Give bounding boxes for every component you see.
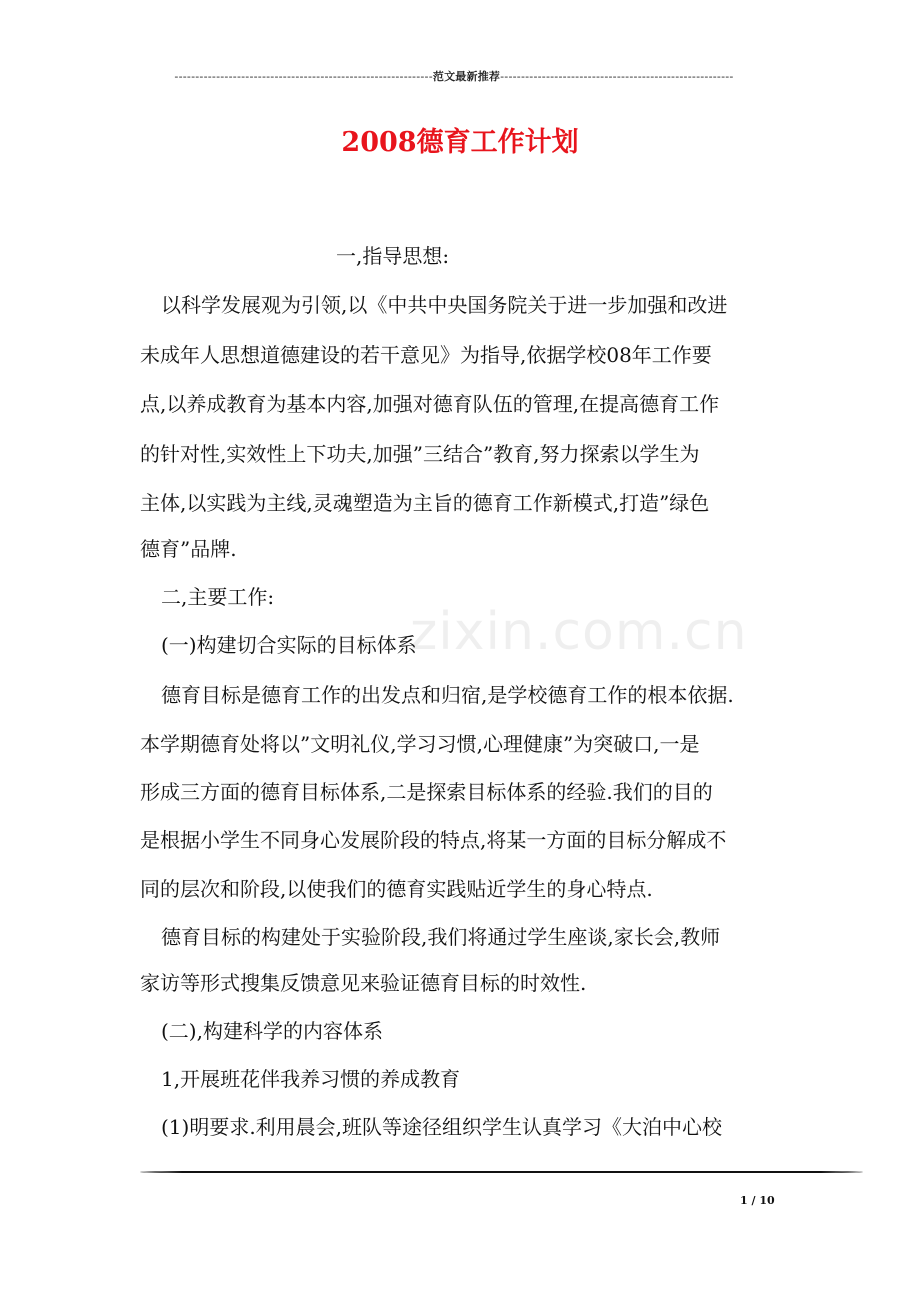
watermark: zixin.com.cn xyxy=(410,602,748,662)
paragraph-line: 未成年人思想道德建设的若干意见》为指导,依据学校08年工作要 xyxy=(140,343,712,367)
paragraph-line: 本学期德育处将以”文明礼仪,学习习惯,心理健康”为突破口,一是 xyxy=(140,732,700,756)
page-number: 1 / 10 xyxy=(740,1194,775,1207)
paragraph-line: 家访等形式搜集反馈意见来验证德育目标的时效性. xyxy=(140,971,587,995)
document-title: 2008德育工作计划 xyxy=(341,127,579,158)
paragraph-line: 德育”品牌. xyxy=(140,537,237,561)
header-dashes-left: -------------------------------------------------------------- xyxy=(174,70,433,83)
paragraph-line: 以科学发展观为引领,以《中共中央国务院关于进一步加强和改进 xyxy=(161,293,728,317)
paragraph-line: (1)明要求.利用晨会,班队等途径组织学生认真学习《大泊中心校 xyxy=(161,1115,723,1139)
subsection-heading: (一)构建切合实际的目标体系 xyxy=(161,633,417,657)
header-dashes-right: -------------------------------------------------------- xyxy=(500,70,734,83)
header-label: 范文最新推荐 xyxy=(432,70,501,83)
subsection-heading: (二),构建科学的内容体系 xyxy=(161,1019,383,1043)
paragraph-line: 形成三方面的德育目标体系,二是探索目标体系的经验.我们的目的 xyxy=(140,780,713,804)
section-heading-guiding-thought: 一,指导思想: xyxy=(336,244,450,268)
paragraph-line: 德育目标是德育工作的出发点和归宿,是学校德育工作的根本依据. xyxy=(161,683,734,707)
section-heading-main-work: 二,主要工作: xyxy=(161,585,275,609)
paragraph-line: 德育目标的构建处于实验阶段,我们将通过学生座谈,家长会,教师 xyxy=(161,925,721,949)
paragraph-line: 主体,以实践为主线,灵魂塑造为主旨的德育工作新模式,打造”绿色 xyxy=(140,491,710,515)
list-item-heading: 1,开展班花伴我养习惯的养成教育 xyxy=(161,1067,461,1091)
paragraph-line: 点,以养成教育为基本内容,加强对德育队伍的管理,在提高德育工作 xyxy=(140,392,720,416)
paragraph-line: 的针对性,实效性上下功夫,加强”三结合”教育,努力探索以学生为 xyxy=(140,442,700,466)
footer-rule xyxy=(140,1170,863,1174)
paragraph-line: 同的层次和阶段,以使我们的德育实践贴近学生的身心特点. xyxy=(140,877,653,901)
page-header xyxy=(140,68,768,84)
paragraph-line: 是根据小学生不同身心发展阶段的特点,将某一方面的目标分解成不 xyxy=(140,828,727,852)
